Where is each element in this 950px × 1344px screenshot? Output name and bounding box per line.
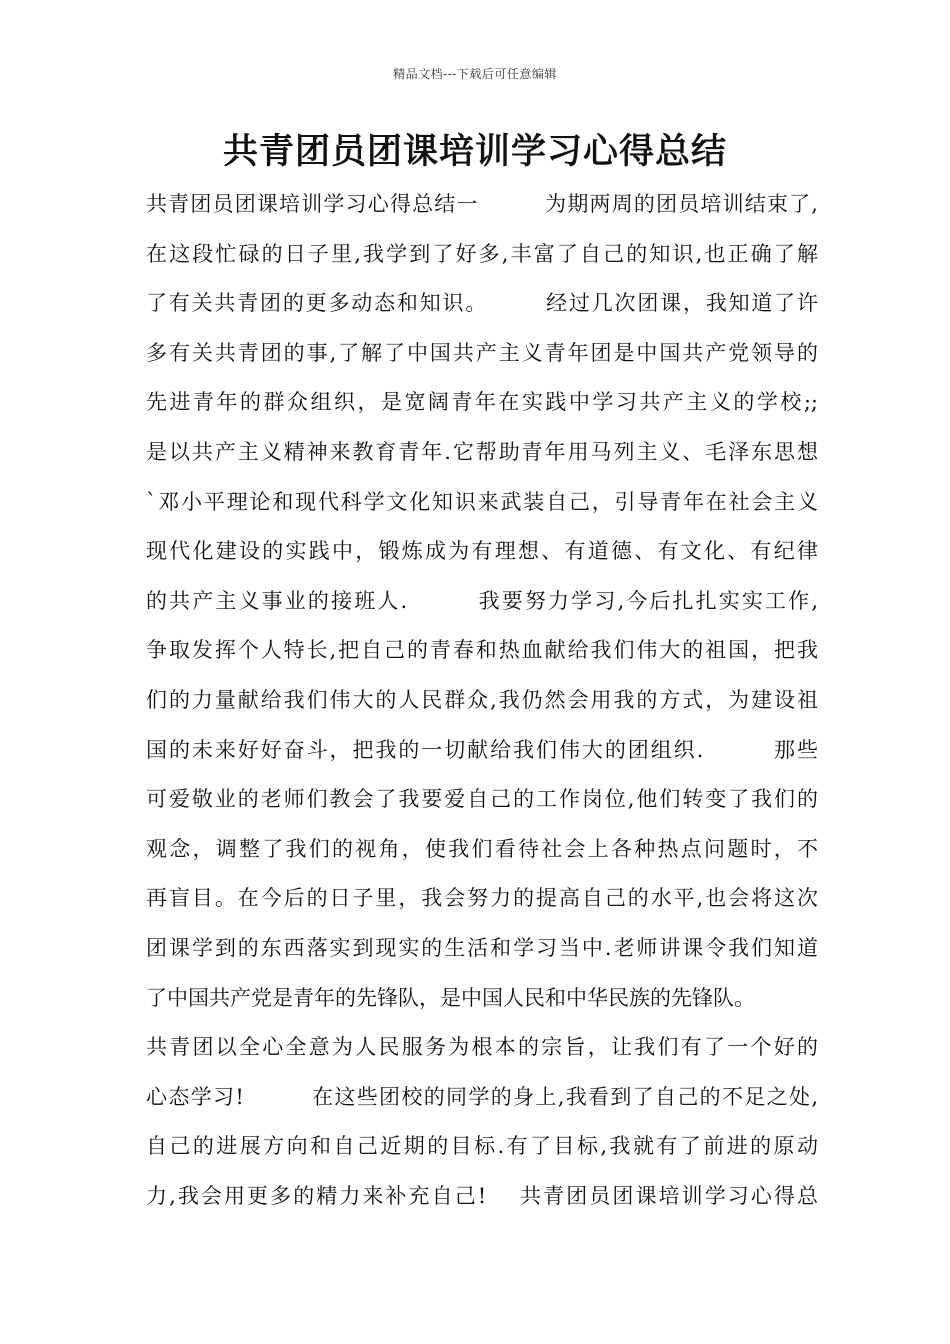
body-line: 现代化建设的实践中，锻炼成为有理想、有道德、有文化、有纪律 <box>146 539 818 564</box>
body-line: 可爱敬业的老师们教会了我要爱自己的工作岗位,他们转变了我们的 <box>146 787 818 812</box>
body-line: 国的未来好好奋斗，把我的一切献给我们伟大的团组织. 那些 <box>146 737 818 762</box>
document-body <box>146 180 818 1221</box>
body-line: 了有关共青团的更多动态和知识。 经过几次团课，我知道了许 <box>146 291 818 316</box>
document-title: 共青团员团课培训学习心得总结 <box>222 132 727 172</box>
body-line: 了中国共产党是青年的先锋队，是中国人民和中华民族的先锋队。 <box>146 985 755 1010</box>
body-line: 心态学习! 在这些团校的同学的身上,我看到了自己的不足之处, <box>146 1084 818 1109</box>
body-line: 是以共产主义精神来教育青年.它帮助青年用马列主义、毛泽东思想 <box>146 439 818 464</box>
header-note: 精品文档---下载后可任意编辑 <box>393 67 557 81</box>
body-line: 共青团员团课培训学习心得总结一 为期两周的团员培训结束了, <box>146 192 818 216</box>
body-line: 再盲目。在今后的日子里，我会努力的提高自己的水平,也会将这次 <box>146 886 818 911</box>
body-line: 先进青年的群众组织，是宽阔青年在实践中学习共产主义的学校;; <box>146 390 818 415</box>
body-line: `邓小平理论和现代科学文化知识来武装自己，引导青年在社会主义 <box>146 489 818 514</box>
body-line: 团课学到的东西落实到现实的生活和学习当中.老师讲课令我们知道 <box>146 935 818 960</box>
body-line: 多有关共青团的事,了解了中国共产主义青年团是中国共产党领导的 <box>146 340 818 365</box>
body-line: 们的力量献给我们伟大的人民群众,我仍然会用我的方式，为建设祖 <box>146 687 818 712</box>
body-line: 观念，调整了我们的视角，使我们看待社会上各种热点问题时，不 <box>146 836 818 861</box>
body-line: 争取发挥个人特长,把自己的青春和热血献给我们伟大的祖国，把我 <box>146 638 818 663</box>
body-line: 自己的进展方向和自己近期的目标.有了目标,我就有了前进的原动 <box>146 1134 818 1159</box>
body-line: 的共产主义事业的接班人. 我要努力学习,今后扎扎实实工作, <box>146 588 818 613</box>
body-line: 力,我会用更多的精力来补充自己! 共青团员团课培训学习心得总 <box>146 1183 818 1208</box>
body-line: 在这段忙碌的日子里,我学到了好多,丰富了自己的知识,也正确了解 <box>146 241 818 266</box>
body-line: 共青团以全心全意为人民服务为根本的宗旨，让我们有了一个好的 <box>146 1035 818 1060</box>
